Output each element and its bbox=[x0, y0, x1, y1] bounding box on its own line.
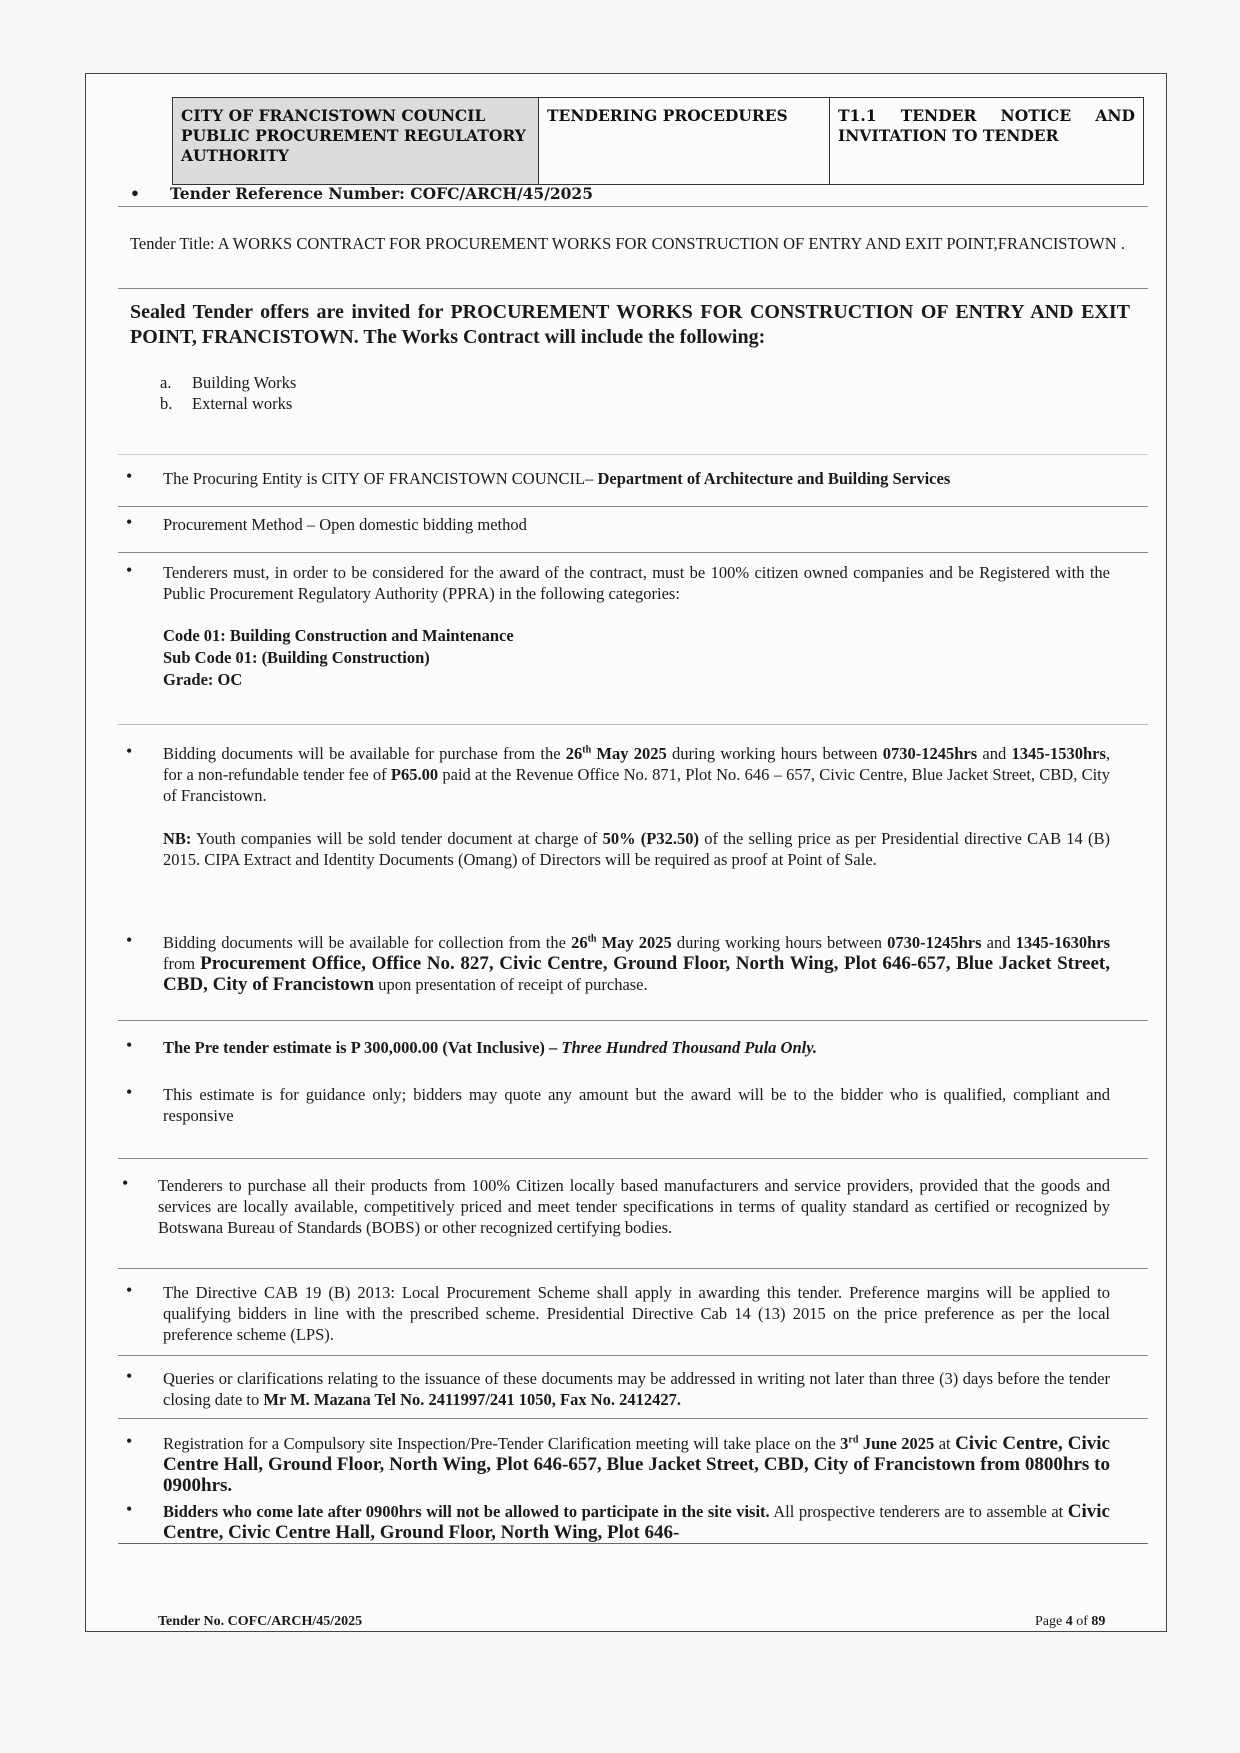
entity-department: Department of Architecture and Building Services bbox=[597, 469, 951, 488]
text: upon presentation of receipt of purchase. bbox=[374, 975, 648, 994]
scope-item-label: Building Works bbox=[192, 373, 297, 392]
footer-tender-number: Tender No. COFC/ARCH/45/2025 bbox=[158, 1614, 363, 1629]
divider bbox=[118, 1418, 1148, 1419]
text: Queries or clarifications relating to the issuance of these documents may be addressed in writing not later than three (3) days before the tender closing date to bbox=[163, 1369, 1110, 1409]
title-word: AND bbox=[1095, 106, 1135, 125]
category-sub-code: Sub Code 01: (Building Construction) bbox=[163, 648, 430, 667]
assembly-location: Civic Centre, Civic Centre Hall, Ground Floor, North Wing, Plot 646- bbox=[163, 1501, 1110, 1543]
divider bbox=[118, 724, 1148, 725]
text: from bbox=[163, 954, 201, 973]
contact-details: Mr M. Mazana Tel No. 2411997/241 1050, Fax No. 2412427. bbox=[263, 1390, 682, 1409]
title-line-2: INVITATION TO TENDER bbox=[838, 126, 1059, 145]
bullet-icon: • bbox=[126, 1431, 133, 1451]
bullet-icon: • bbox=[126, 1280, 133, 1300]
reference-text: Tender Reference Number: COFC/ARCH/45/2025 bbox=[170, 184, 593, 203]
scope-item bbox=[160, 372, 296, 393]
text: of the selling price as per Presidential directive CAB 14 (B) 2015. CIPA Extract and Identity Documents (Omang) of Directors will be required as proof at Point of Sale. bbox=[163, 829, 1110, 869]
title-code: T1.1 bbox=[838, 106, 877, 125]
purchase-date-day: 26 bbox=[565, 744, 583, 763]
org-line-2: PUBLIC PROCUREMENT REGULATORY bbox=[181, 126, 526, 145]
divider bbox=[118, 1158, 1148, 1159]
bullet-icon: • bbox=[126, 560, 133, 580]
divider bbox=[118, 288, 1148, 289]
local-procurement-directive: The Directive CAB 19 (B) 2013: Local Procurement Scheme shall apply in awarding this tender. Preference margins will be applied to qualifying bidders in line with the prescribed scheme. Presidential Directive Cab 14 (13) 2015 on the price preference as per the local preference scheme (LPS). bbox=[163, 1283, 1110, 1344]
scope-list bbox=[160, 372, 296, 414]
late-warning: Bidders who come late after 0900hrs will not be allowed to participate in the site visit. bbox=[163, 1502, 770, 1521]
divider bbox=[118, 1020, 1148, 1021]
bullet-icon: • bbox=[126, 1499, 133, 1519]
bullet-icon: • bbox=[126, 930, 133, 950]
header-document-title bbox=[830, 98, 1143, 184]
youth-note bbox=[163, 828, 1110, 870]
eligibility-requirements: Tenderers must, in order to be considered for the award of the contract, must be 100% citizen owned companies and be Registered with the Public Procurement Regulatory Authority (PPRA) in the following categories: bbox=[163, 563, 1110, 603]
text: Registration for a Compulsory site Inspection/Pre-Tender Clarification meeting will take place on the bbox=[163, 1434, 841, 1453]
pre-tender-estimate bbox=[163, 1037, 1110, 1058]
bullet-icon: • bbox=[130, 184, 140, 203]
header-organization bbox=[173, 98, 539, 184]
text: , for a non-refundable tender fee of bbox=[163, 744, 1111, 784]
text: and bbox=[981, 933, 1016, 952]
category-grade: Grade: OC bbox=[163, 670, 243, 689]
purchase-date: May 2025 bbox=[591, 744, 667, 763]
scope-item bbox=[160, 393, 296, 414]
text: Bidding documents will be available for purchase from the bbox=[163, 744, 566, 763]
site-inspection-meeting bbox=[163, 1433, 1110, 1496]
late-bidders-notice bbox=[163, 1501, 1110, 1543]
collection-date: May 2025 bbox=[596, 933, 672, 952]
procuring-entity bbox=[163, 468, 1123, 489]
document-header-table bbox=[172, 97, 1144, 185]
text: during working hours between bbox=[671, 933, 888, 952]
bullet-icon: • bbox=[126, 741, 133, 761]
hours-afternoon: 1345-1530hrs bbox=[1011, 744, 1106, 763]
header-section: TENDERING PROCEDURES bbox=[539, 98, 830, 184]
org-line-3: AUTHORITY bbox=[181, 146, 289, 165]
estimate-amount: The Pre tender estimate is P 300,000.00 (Vat Inclusive) – bbox=[163, 1038, 562, 1057]
tender-title: Tender Title: A WORKS CONTRACT FOR PROCUREMENT WORKS FOR CONSTRUCTION OF ENTRY AND EXIT POINT,FRANCISTOWN . bbox=[130, 234, 1125, 253]
text: Bidding documents will be available for collection from the bbox=[163, 933, 572, 952]
scope-item-label: External works bbox=[192, 394, 293, 413]
hours-morning: 0730-1245hrs bbox=[882, 744, 978, 763]
meeting-date-day: 3 bbox=[840, 1434, 849, 1453]
purchase-details bbox=[163, 743, 1110, 806]
list-marker: a. bbox=[160, 373, 172, 392]
divider bbox=[118, 206, 1148, 207]
text: All prospective tenderers are to assemble at bbox=[769, 1502, 1068, 1521]
title-word: TENDER bbox=[900, 106, 977, 125]
bullet-icon: • bbox=[126, 1366, 133, 1386]
collection-details bbox=[163, 932, 1110, 995]
footer-page-number bbox=[1035, 1614, 1105, 1630]
invitation-statement: Sealed Tender offers are invited for PROCUREMENT WORKS FOR CONSTRUCTION OF ENTRY AND EXIT POINT, FRANCISTOWN. The Works Contract will include the following: bbox=[130, 301, 1130, 348]
tender-reference bbox=[130, 184, 593, 203]
local-products-requirement: Tenderers to purchase all their products from 100% Citizen locally based manufacturers and service providers, provided that the goods and services are locally available, competitively priced and meet tender specifications in terms of quality standard as certified or recognized by Botswana Bureau of Standards (BOBS) or other recognized certifying bodies. bbox=[158, 1176, 1110, 1237]
bullet-icon: • bbox=[126, 1082, 133, 1102]
org-line-1: CITY OF FRANCISTOWN COUNCIL bbox=[181, 106, 486, 125]
text: Youth companies will be sold tender document at charge of bbox=[191, 829, 603, 848]
meeting-location: Civic Centre, Civic Centre Hall, Ground Floor, North Wing, Plot 646-657, Blue Jacket Street, CBD, City of Francistown from 0800hrs to 0900hrs. bbox=[163, 1433, 1110, 1496]
divider bbox=[118, 1543, 1148, 1544]
youth-discount: 50% (P32.50) bbox=[602, 829, 699, 848]
current-page: 4 bbox=[1065, 1614, 1073, 1629]
bullet-icon: • bbox=[126, 512, 133, 532]
divider bbox=[118, 454, 1148, 455]
text: paid at the Revenue Office No. 871, Plot No. 646 – 657, Civic Centre, Blue Jacket Street, CBD, City of Francistown. bbox=[163, 765, 1111, 805]
bullet-icon: • bbox=[126, 1035, 133, 1055]
entity-prefix: The Procuring Entity is CITY OF FRANCISTOWN COUNCIL– bbox=[163, 469, 598, 488]
divider bbox=[118, 552, 1148, 553]
hours-afternoon: 1345-1630hrs bbox=[1015, 933, 1110, 952]
queries-contact bbox=[163, 1368, 1110, 1410]
note-label: NB: bbox=[163, 829, 192, 848]
divider bbox=[118, 1268, 1148, 1269]
text: and bbox=[977, 744, 1012, 763]
text: of bbox=[1072, 1614, 1092, 1629]
title-word: NOTICE bbox=[1000, 106, 1072, 125]
divider bbox=[118, 506, 1148, 507]
estimate-note: This estimate is for guidance only; bidders may quote any amount but the award will be to the bidder who is qualified, compliant and responsive bbox=[163, 1085, 1110, 1125]
total-pages: 89 bbox=[1091, 1614, 1106, 1629]
estimate-in-words: Three Hundred Thousand Pula Only. bbox=[561, 1038, 818, 1057]
ordinal: rd bbox=[848, 1434, 859, 1446]
list-marker: b. bbox=[160, 394, 173, 413]
procurement-method: Procurement Method – Open domestic bidding method bbox=[163, 515, 527, 534]
collection-date-day: 26 bbox=[571, 933, 588, 952]
ordinal: th bbox=[587, 933, 597, 945]
meeting-date: June 2025 bbox=[858, 1434, 935, 1453]
bullet-icon: • bbox=[126, 466, 133, 486]
tender-fee: P65.00 bbox=[390, 765, 439, 784]
category-code: Code 01: Building Construction and Maintenance bbox=[163, 626, 514, 645]
hours-morning: 0730-1245hrs bbox=[887, 933, 982, 952]
text: at bbox=[934, 1434, 956, 1453]
divider bbox=[118, 1355, 1148, 1356]
text: Page bbox=[1035, 1614, 1066, 1629]
registration-categories bbox=[163, 625, 514, 691]
bullet-icon: • bbox=[122, 1173, 129, 1193]
text: during working hours between bbox=[666, 744, 883, 763]
collection-location: Procurement Office, Office No. 827, Civic Centre, Ground Floor, North Wing, Plot 646-657, Blue Jacket Street, CBD, City of Francistown bbox=[163, 953, 1111, 995]
ordinal: th bbox=[582, 744, 592, 756]
